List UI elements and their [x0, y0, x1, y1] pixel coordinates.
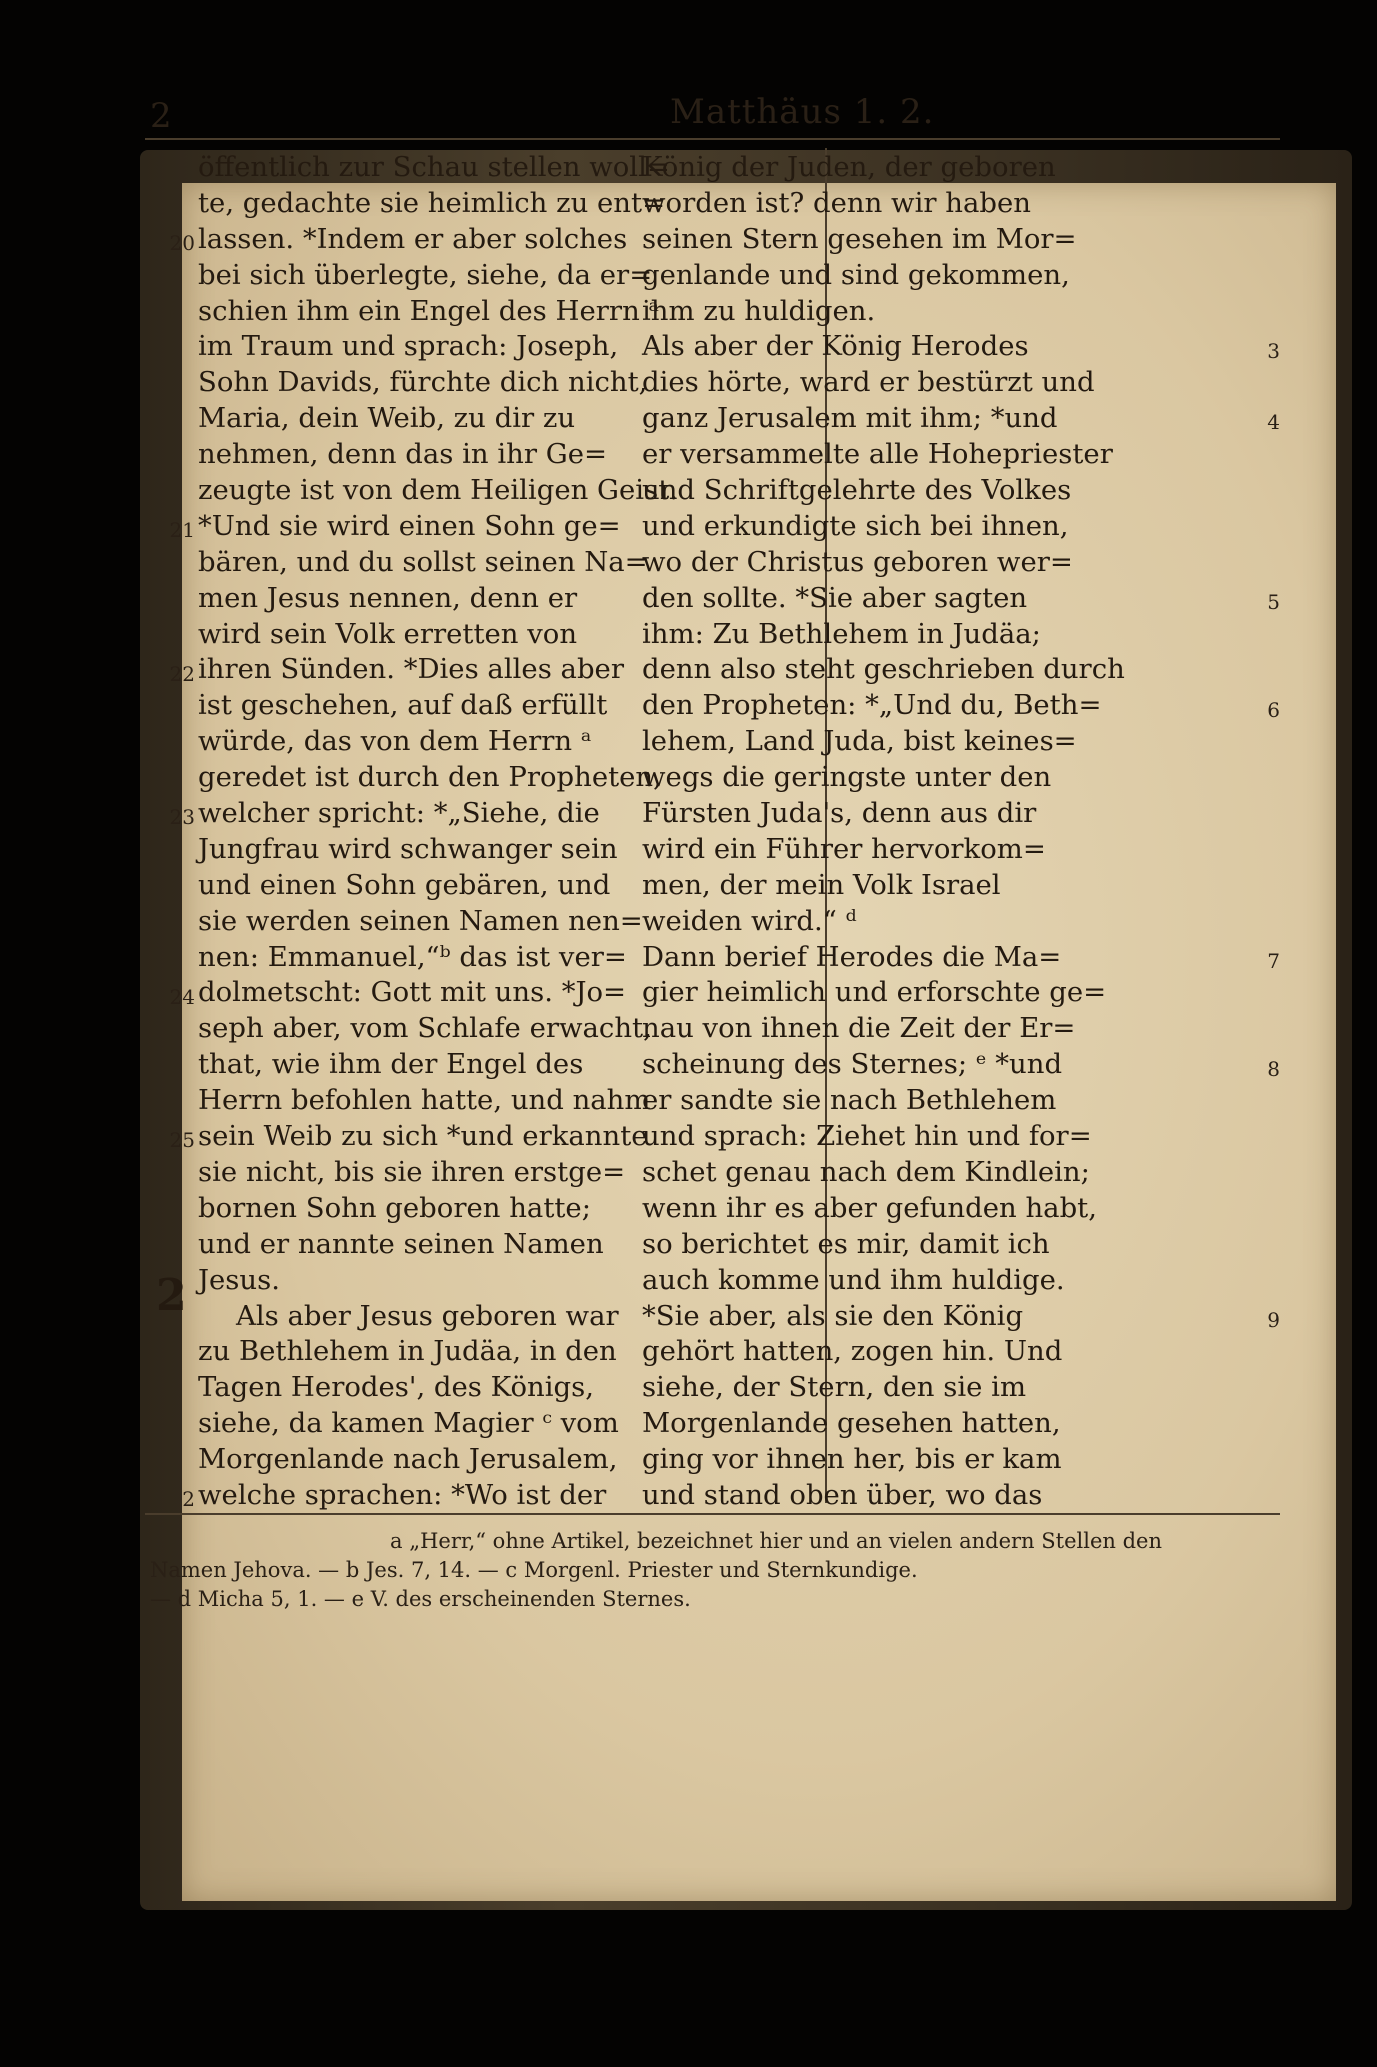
- text-line: welche sprachen: *Wo ist der: [198, 1478, 607, 1511]
- text-line: sein Weib zu sich *und erkannte: [198, 1120, 648, 1153]
- verse-number: 20: [169, 230, 195, 255]
- footnote-line: — d Micha 5, 1. — e V. des erscheinenden Sternes.: [150, 1587, 691, 1611]
- verse-number: 9: [1267, 1307, 1280, 1332]
- text-line: gehört hatten, zogen hin. Und: [642, 1335, 1063, 1368]
- footnote-line: a „Herr,“ ohne Artikel, bezeichnet hier und an vielen andern Stellen den: [390, 1529, 1162, 1553]
- text-line: zeugte ist von dem Heiligen Geist.: [198, 474, 679, 507]
- verse-number: 5: [1267, 589, 1280, 614]
- text-line: und Schriftgelehrte des Volkes: [642, 474, 1072, 507]
- left-column: [198, 150, 679, 1514]
- text-line: wird ein Führer hervorkom=: [642, 832, 1046, 865]
- text-line: sie werden seinen Namen nen=: [198, 904, 643, 937]
- text-line: gier heimlich und erforschte ge=: [642, 976, 1107, 1009]
- text-line: öffentlich zur Schau stellen woll=: [198, 151, 670, 183]
- text-line: und er nannte seinen Namen: [198, 1227, 604, 1260]
- text-line: bornen Sohn geboren hatte;: [198, 1191, 591, 1224]
- text-line: wenn ihr es aber gefunden habt,: [642, 1191, 1097, 1224]
- verse-number: 4: [1267, 410, 1280, 435]
- verse-number: 8: [1267, 1056, 1280, 1081]
- header-rule: [145, 138, 1280, 140]
- text-line: nau von ihnen die Zeit der Er=: [642, 1012, 1076, 1045]
- text-line: dolmetscht: Gott mit uns. *Jo=: [198, 976, 627, 1009]
- text-line: würde, das von dem Herrn ᵃ: [198, 725, 592, 758]
- text-line: weiden wird.“ ᵈ: [642, 904, 857, 937]
- text-line: scheinung des Sternes; ᵉ *und: [642, 1048, 1063, 1081]
- right-column: [642, 150, 1125, 1514]
- text-line: bären, und du sollst seinen Na=: [198, 545, 648, 578]
- text-line: welcher spricht: *„Siehe, die: [198, 797, 600, 830]
- text-line: genlande und sind gekommen,: [642, 258, 1070, 291]
- text-line: wegs die geringste unter den: [642, 761, 1052, 794]
- footnote-line: Namen Jehova. — b Jes. 7, 14. — c Morgenl. Priester und Sternkundige.: [150, 1558, 918, 1582]
- text-line: er sandte sie nach Bethlehem: [642, 1084, 1057, 1117]
- text-line: Tagen Herodes', des Königs,: [198, 1371, 594, 1404]
- page-number: 2: [150, 96, 172, 136]
- text-line: Als aber der König Herodes: [642, 330, 1029, 363]
- text-line: *Und sie wird einen Sohn ge=: [198, 509, 621, 542]
- text-line: und stand oben über, wo das: [642, 1478, 1043, 1511]
- text-line: wird sein Volk erretten von: [198, 617, 578, 650]
- text-line: *Sie aber, als sie den König: [642, 1299, 1024, 1332]
- text-line: Dann berief Herodes die Ma=: [642, 940, 1062, 973]
- text-line: te, gedachte sie heimlich zu ent=: [198, 186, 666, 219]
- chapter-mark: 2: [156, 1270, 187, 1321]
- text-line: Als aber Jesus geboren war: [236, 1299, 619, 1332]
- verse-number: 7: [1267, 948, 1280, 973]
- text-line: ganz Jerusalem mit ihm; *und: [642, 402, 1058, 435]
- text-line: Fürsten Juda's, denn aus dir: [642, 797, 1037, 830]
- text-line: wo der Christus geboren wer=: [642, 545, 1073, 578]
- text-line: siehe, da kamen Magier ᶜ vom: [198, 1407, 619, 1440]
- text-line: und sprach: Ziehet hin und for=: [642, 1120, 1092, 1153]
- running-title: Matthäus 1. 2.: [670, 92, 935, 132]
- text-line: nen: Emmanuel,“ᵇ das ist ver=: [198, 940, 627, 973]
- text-line: siehe, der Stern, den sie im: [642, 1371, 1027, 1404]
- text-line: seinen Stern gesehen im Mor=: [642, 222, 1077, 255]
- text-line: nehmen, denn das in ihr Ge=: [198, 438, 608, 471]
- verse-number: 6: [1267, 697, 1280, 722]
- verse-number: 2: [182, 1487, 195, 1512]
- text-line: zu Bethlehem in Judäa, in den: [198, 1335, 617, 1368]
- text-line: men, der mein Volk Israel: [642, 868, 1001, 901]
- text-line: ging vor ihnen her, bis er kam: [642, 1443, 1062, 1476]
- verse-number: 25: [169, 1128, 195, 1153]
- text-line: im Traum und sprach: Joseph,: [198, 330, 619, 363]
- text-line: lehem, Land Juda, bist keines=: [642, 725, 1077, 758]
- text-line: und erkundigte sich bei ihnen,: [642, 509, 1069, 542]
- text-line: schien ihm ein Engel des Herrn ᵃ: [198, 294, 660, 327]
- text-line: sie nicht, bis sie ihren erstge=: [198, 1155, 626, 1188]
- text-line: Sohn Davids, fürchte dich nicht,: [198, 366, 648, 399]
- text-line: den sollte. *Sie aber sagten: [642, 581, 1028, 614]
- text-line: ist geschehen, auf daß erfüllt: [198, 689, 608, 722]
- verse-number: 21: [169, 518, 195, 542]
- text-line: ihren Sünden. *Dies alles aber: [198, 653, 624, 686]
- text-line: geredet ist durch den Propheten,: [198, 761, 662, 794]
- text-line: Morgenlande gesehen hatten,: [642, 1407, 1061, 1440]
- text-line: seph aber, vom Schlafe erwacht,: [198, 1012, 652, 1045]
- text-line: bei sich überlegte, siehe, da er=: [198, 258, 653, 291]
- text-line: dies hörte, ward er bestürzt und: [642, 366, 1095, 399]
- footnotes: [150, 1527, 1280, 1614]
- text-line: so berichtet es mir, damit ich: [642, 1227, 1050, 1260]
- text-line: den Propheten: *„Und du, Beth=: [642, 689, 1102, 722]
- verse-number: 23: [169, 805, 195, 830]
- verse-number: 24: [169, 984, 195, 1009]
- text-line: Jesus.: [198, 1263, 280, 1296]
- text-line: Morgenlande nach Jerusalem,: [198, 1443, 618, 1476]
- text-line: men Jesus nennen, denn er: [198, 581, 578, 614]
- text-line: König der Juden, der geboren: [642, 151, 1056, 183]
- verse-number: 3: [1267, 338, 1280, 363]
- text-line: er versammelte alle Hohepriester: [642, 438, 1113, 471]
- text-line: auch komme und ihm huldige.: [642, 1263, 1065, 1296]
- text-line: that, wie ihm der Engel des: [198, 1048, 584, 1081]
- text-line: denn also steht geschrieben durch: [642, 653, 1125, 686]
- text-line: Jungfrau wird schwanger sein: [198, 832, 618, 865]
- text-line: worden ist? denn wir haben: [642, 186, 1031, 219]
- text-line: und einen Sohn gebären, und: [198, 868, 611, 901]
- text-line: Maria, dein Weib, zu dir zu: [198, 402, 576, 435]
- text-line: ihm: Zu Bethlehem in Judäa;: [642, 617, 1041, 650]
- text-line: ihm zu huldigen.: [642, 294, 876, 327]
- text-line: lassen. *Indem er aber solches: [198, 222, 628, 255]
- verse-number: 22: [169, 661, 195, 686]
- text-line: Herrn befohlen hatte, und nahm: [198, 1084, 651, 1117]
- text-line: schet genau nach dem Kindlein;: [642, 1155, 1090, 1188]
